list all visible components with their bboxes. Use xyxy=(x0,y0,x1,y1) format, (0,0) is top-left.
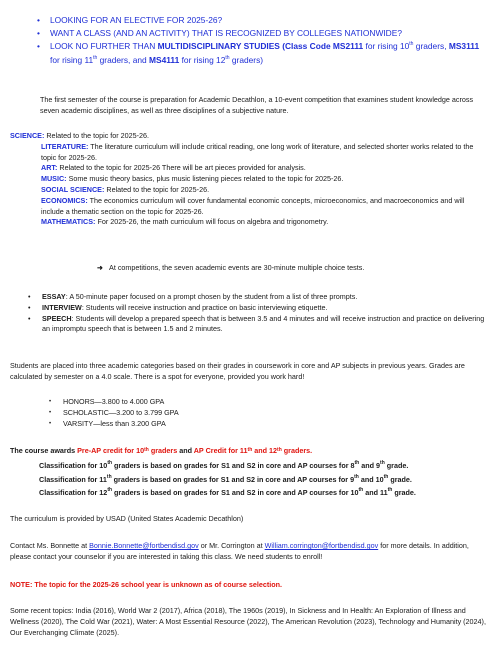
event-speech: • SPEECH: Students will develop a prepared speech that is between 3.5 and 4 minutes and will receive instruction and practice on delivering an impromptu speech that is between 1.5 and 2 minutes. xyxy=(10,314,488,336)
subject-literature: LITERATURE: The literature curriculum will include critical reading, one long work of literature, and selected shorter works related to the topic for 2025-26. xyxy=(41,141,474,162)
subject-social-science: SOCIAL SCIENCE: Related to the topic for 2025-26. xyxy=(41,184,210,194)
subject-mathematics: MATHEMATICS: For 2025-26, the math curriculum will focus on algebra and trigonometry. xyxy=(41,217,329,227)
classification-11th: Classification for 11th graders is based on grades for S1 and S2 in core and AP courses for 9th and 10th grade. xyxy=(39,473,412,484)
bullet-elective: • LOOKING FOR AN ELECTIVE FOR 2025-26? xyxy=(10,14,488,27)
class-code-ms3111: MS3111 xyxy=(448,41,480,52)
arrow-note: ➜ At competitions, the seven academic events are 30-minute multiple choice tests. xyxy=(97,263,365,272)
subject-music: MUSIC: Some music theory basics, plus music listening pieces related to the topic for 2025-26. xyxy=(41,174,344,184)
gpa-categories xyxy=(10,397,488,429)
subjective-events xyxy=(10,292,488,335)
category-scholastic: • SCHOLASTIC—3.200 to 3.799 GPA xyxy=(10,408,488,419)
event-interview: • INTERVIEW: Students will receive instruction and practice on basic interviewing etiquette. xyxy=(10,303,488,314)
class-code-ms2111: MULTIDISCIPLINARY STUDIES (Class Code MS2111 xyxy=(157,41,364,52)
recent-topics: Some recent topics: India (2016), World War 2 (2017), Africa (2018), The 1960s (2019), In Sickness and In Health: An Exploration of Illness and Wellness (2020), The Cold War (2021), Water: A Most Essential Resource (2022), The American Revolution (2023), Technology and Humanity (2024), Our Everchanging Climate (2025). xyxy=(10,606,486,637)
category-varsity: • VARSITY—less than 3.200 GPA xyxy=(10,419,488,430)
subjects-list xyxy=(10,131,488,228)
subject-art: ART: Related to the topic for 2025-26 There will be art pieces provided for analysis. xyxy=(41,163,306,173)
topic-note: NOTE: The topic for the 2025-26 school year is unknown as of course selection. xyxy=(10,580,282,589)
email-link-corrington[interactable]: William.corrington@fortbendisd.gov xyxy=(264,541,379,550)
classification-12th: Classification for 12th graders is based on grades for S1 and S2 in core and AP courses for 10th and 11th grade. xyxy=(39,487,416,498)
subject-economics: ECONOMICS: The economics curriculum will cover fundamental economic concepts, microeconomics, and macroeconomics and will include a thematic section on the topic for 2025-26. xyxy=(41,195,465,216)
contact-paragraph: Contact Ms. Bonnette at Bonnie.Bonnette@fortbendisd.gov or Mr. Corrington at William.corrington@fortbendisd.gov for more details. In addition, please contact your counselor if you are interested in taking this class. We need students to enroll! xyxy=(10,541,469,561)
classification-10th: Classification for 10th graders is based on grades for S1 and S2 in core and AP courses for 8th and 9th grade. xyxy=(39,460,409,470)
intro-paragraph: The first semester of the course is preparation for Academic Decathlon, a 10-event competition that examines student knowledge across seven academic disciplines, as well as three disciplines of a subjective nature. xyxy=(40,95,474,115)
category-honors: • HONORS—3.800 to 4.000 GPA xyxy=(10,397,488,408)
right-arrow-icon: ➜ xyxy=(97,263,104,272)
subject-science: SCIENCE: Related to the topic for 2025-26. xyxy=(10,131,150,140)
top-bullets xyxy=(10,14,488,67)
usad-statement: The curriculum is provided by USAD (United States Academic Decathlon) xyxy=(10,514,244,523)
event-essay: • ESSAY: A 50-minute paper focused on a prompt chosen by the student from a list of three prompts. xyxy=(10,292,488,303)
bullet-class-codes: • LOOK NO FURTHER THAN MULTIDISCIPLINARY STUDIES (Class Code MS2111 for rising 10th graders, MS3111 for rising 11th graders, and MS4111 for rising 12th graders) xyxy=(10,40,488,66)
categories-intro: Students are placed into three academic categories based on their grades in coursework in core and AP subjects in previous years. Grades are calculated by semester on a 4.0 scale. There is a spot for everyone, provided you work hard! xyxy=(10,361,465,381)
class-code-ms4111: MS4111 xyxy=(149,54,180,65)
email-link-bonnette[interactable]: Bonnie.Bonnette@fortbendisd.gov xyxy=(89,541,199,550)
credit-statement: The course awards Pre-AP credit for 10th graders and AP Credit for 11th and 12th graders. xyxy=(10,446,313,455)
classification-list xyxy=(10,459,488,500)
bullet-recognized: • WANT A CLASS (AND AN ACTIVITY) THAT IS RECOGNIZED BY COLLEGES NATIONWIDE? xyxy=(10,27,488,40)
